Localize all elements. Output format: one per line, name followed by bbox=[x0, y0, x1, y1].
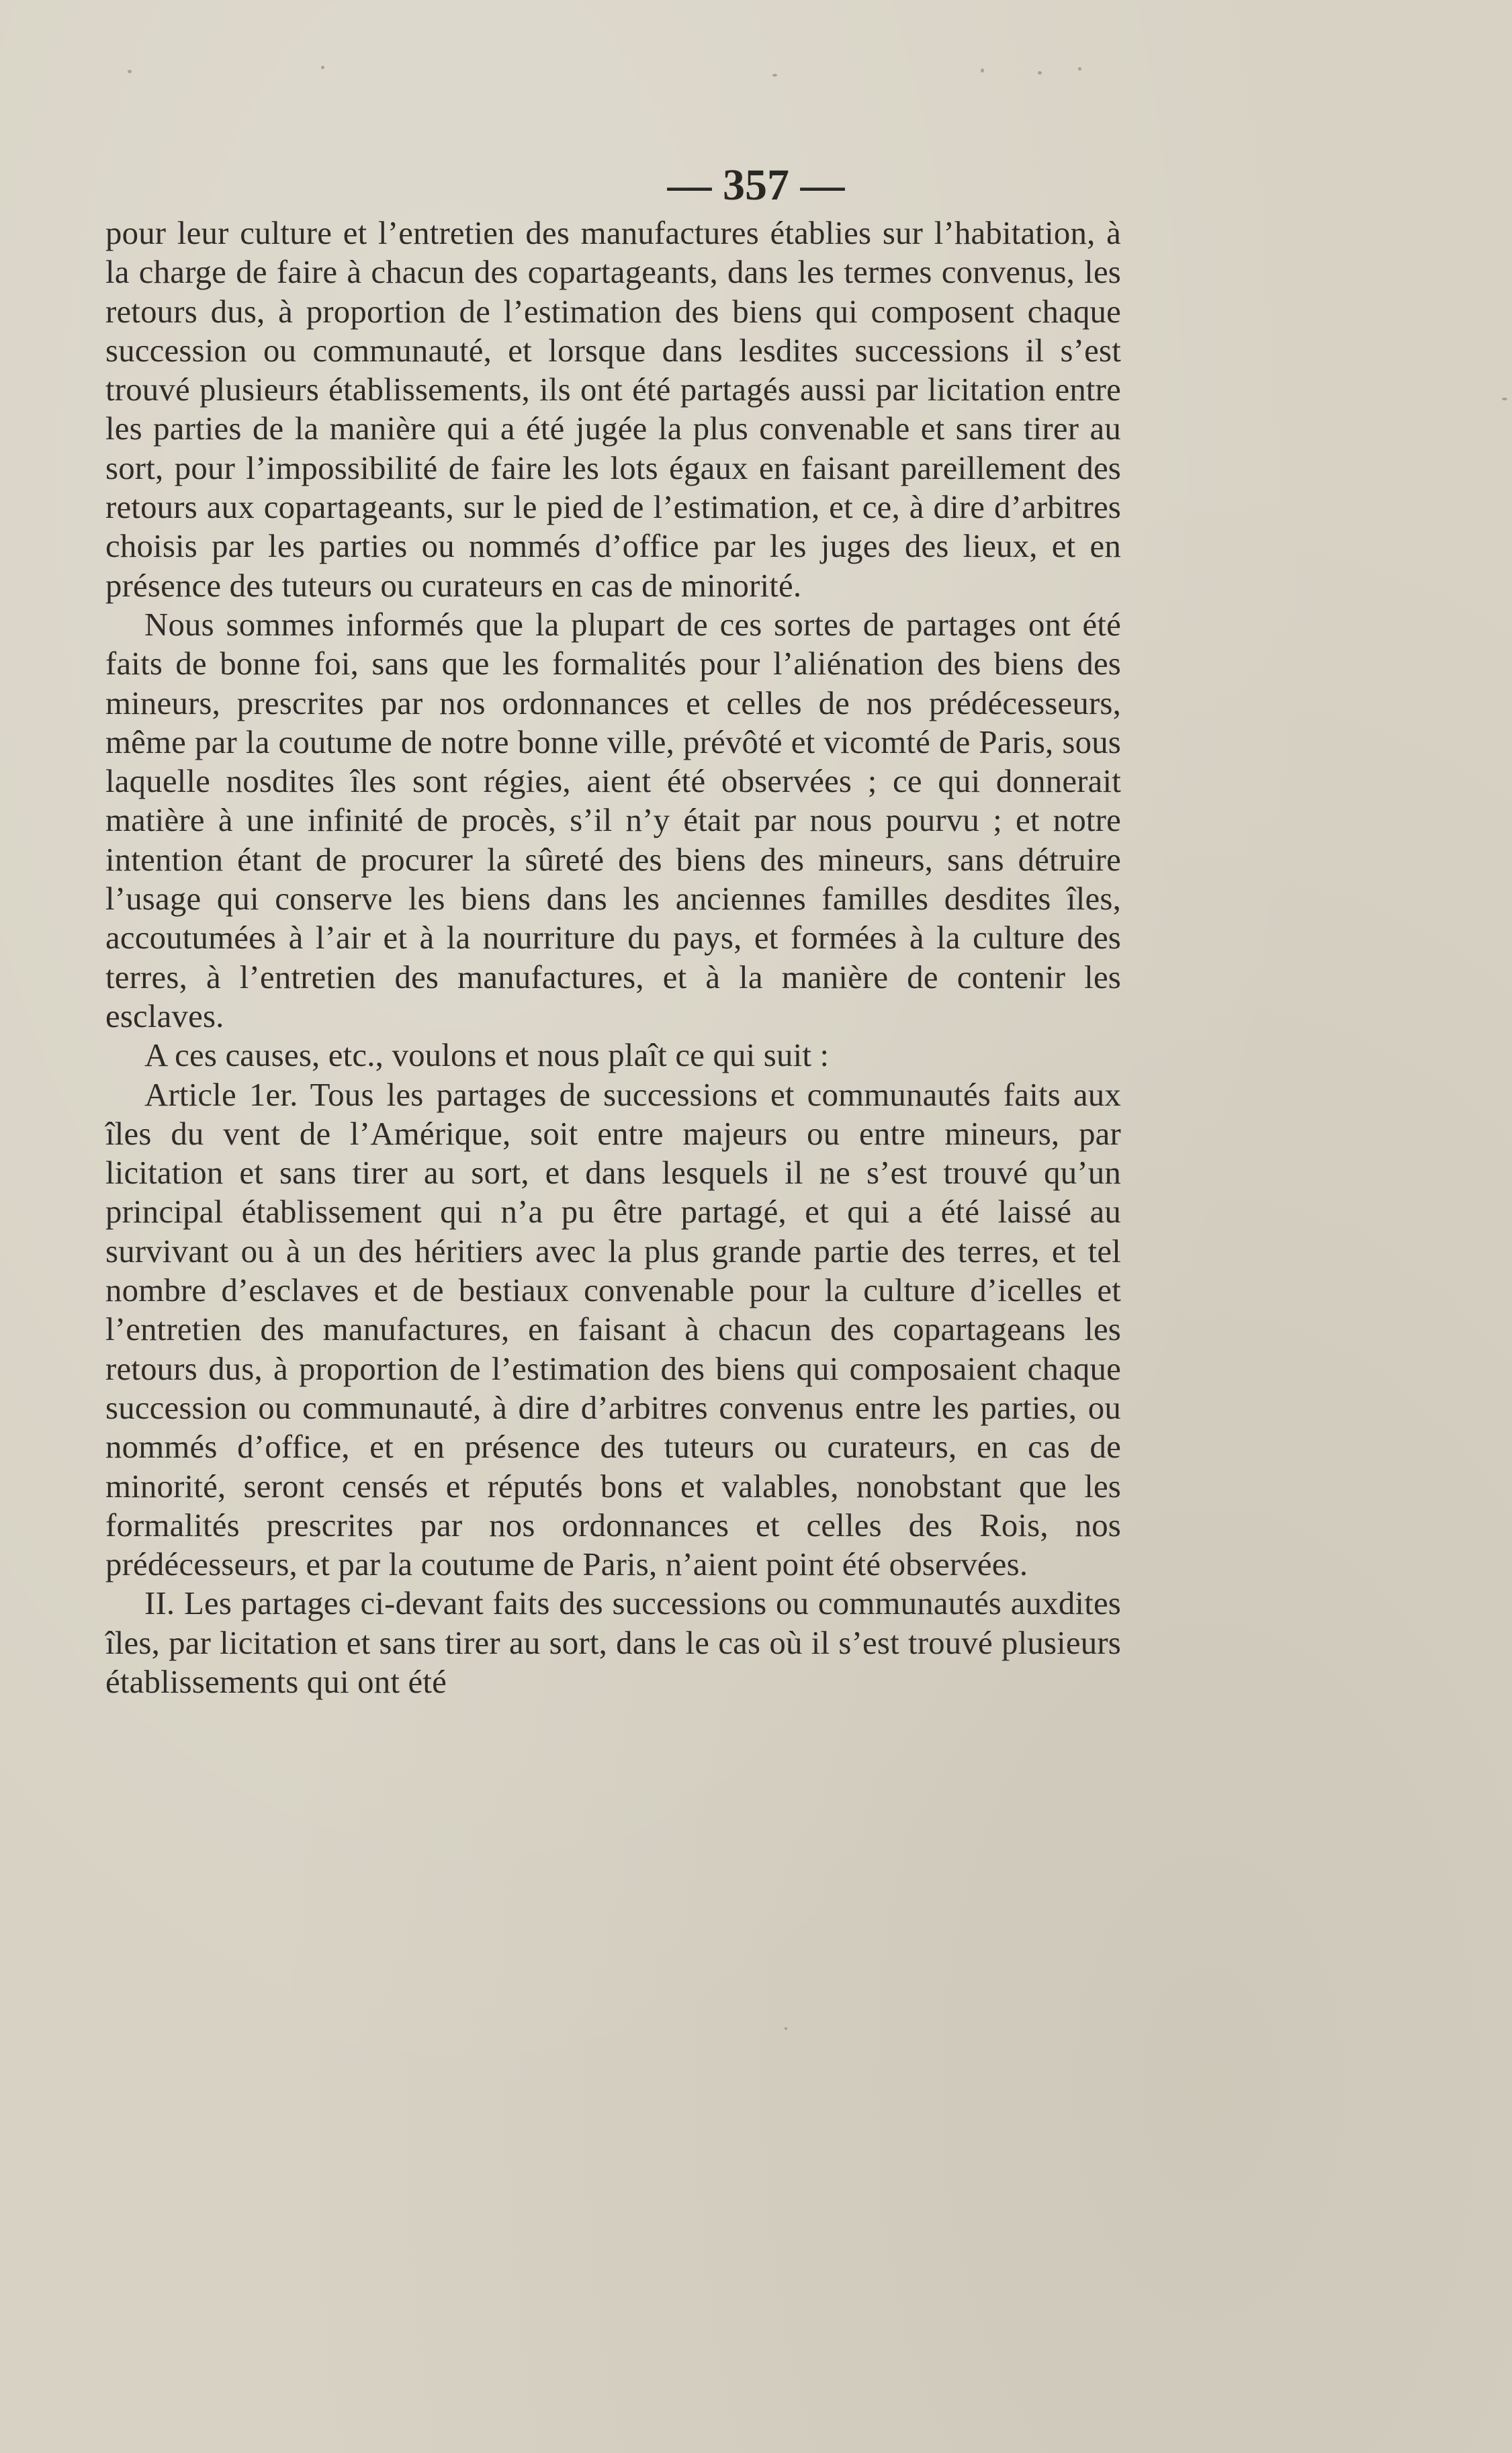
paper-speck bbox=[1038, 71, 1042, 75]
paragraph-continuation: pour leur culture et l’entretien des manufactures établies sur l’habitation, à la charge de faire à chacun des copartageants, dans les termes convenus, les retours dus, à proportion de l’estimation des biens qui composent chaque succession ou communauté, et lorsque dans lesdites successions il s’est trouvé plusieurs établissements, ils ont été partagés aussi par licitation entre les parties de la manière qui a été jugée la plus convenable et sans tirer au sort, pour l’impossibilité de faire les lots égaux en faisant pareillement des retours aux copartageants, sur le pied de l’estimation, et ce, à dire d’arbitres choisis par les parties ou nommés d’office par les juges des lieux, et en présence des tuteurs ou curateurs en cas de minorité. bbox=[105, 215, 1121, 604]
paper-speck bbox=[321, 66, 324, 69]
paragraph-article-2: II. Les partages ci-devant faits des successions ou communautés auxdites îles, par licitation et sans tirer au sort, dans le cas où il s’est trouvé plusieurs établissements qui ont été bbox=[105, 1585, 1121, 1700]
paragraph-enacting-clause: A ces causes, etc., voulons et nous plaît ce qui suit : bbox=[144, 1037, 830, 1074]
paragraph-article-1: Article 1er. Tous les partages de successions et communautés faits aux îles du vent de l’Amérique, soit entre majeurs ou entre mineurs, par licitation et sans tirer au sort, et dans lesquels il ne s’est trouvé qu’un principal établissement qui n’a pu être partagé, et qui a été laissé au survivant ou à un des héritiers avec la plus grande partie des terres, et tel nombre d’esclaves et de bestiaux convenable pour la culture d’icelles et l’entretien des manufactures, en faisant à chacun des copartageans les retours dus, à proportion de l’estimation des biens qui composaient chaque succession ou communauté, à dire d’arbitres convenus entre les parties, ou nommés d’office, et en présence des tuteurs ou curateurs, en cas de minorité, seront censés et réputés bons et valables, nonobstant que les formalités prescrites par nos ordonnances et celles des Rois, nos prédécesseurs, et par la coutume de Paris, n’aient point été observées. bbox=[105, 1076, 1121, 1583]
paper-speck bbox=[981, 69, 984, 73]
body-text bbox=[105, 214, 1121, 1701]
paper-speck bbox=[772, 74, 777, 77]
paper-speck bbox=[1502, 398, 1507, 400]
paper-speck bbox=[785, 2027, 787, 2030]
page-number: — 357 — bbox=[667, 161, 845, 210]
paragraph-preamble: Nous sommes informés que la plupart de ces sortes de partages ont été faits de bonne foi, sans que les formalités pour l’aliénation des biens des mineurs, prescrites par nos ordonnances et celles de nos prédécesseurs, même par la coutume de notre bonne ville, prévôté et vicomté de Paris, sous laquelle nosdites îles sont régies, aient été observées ; ce qui donnerait matière à une infinité de procès, s’il n’y était par nous pourvu ; et notre intention étant de procurer la sûreté des biens des mineurs, sans détruire l’usage qui conserve les biens dans les anciennes familles desdites îles, accoutumées à l’air et à la nourriture du pays, et formées à la culture des terres, à l’entretien des manufactures, et à la manière de contenir les esclaves. bbox=[105, 606, 1121, 1034]
paper-speck bbox=[1078, 67, 1081, 71]
paper-speck bbox=[128, 70, 132, 73]
